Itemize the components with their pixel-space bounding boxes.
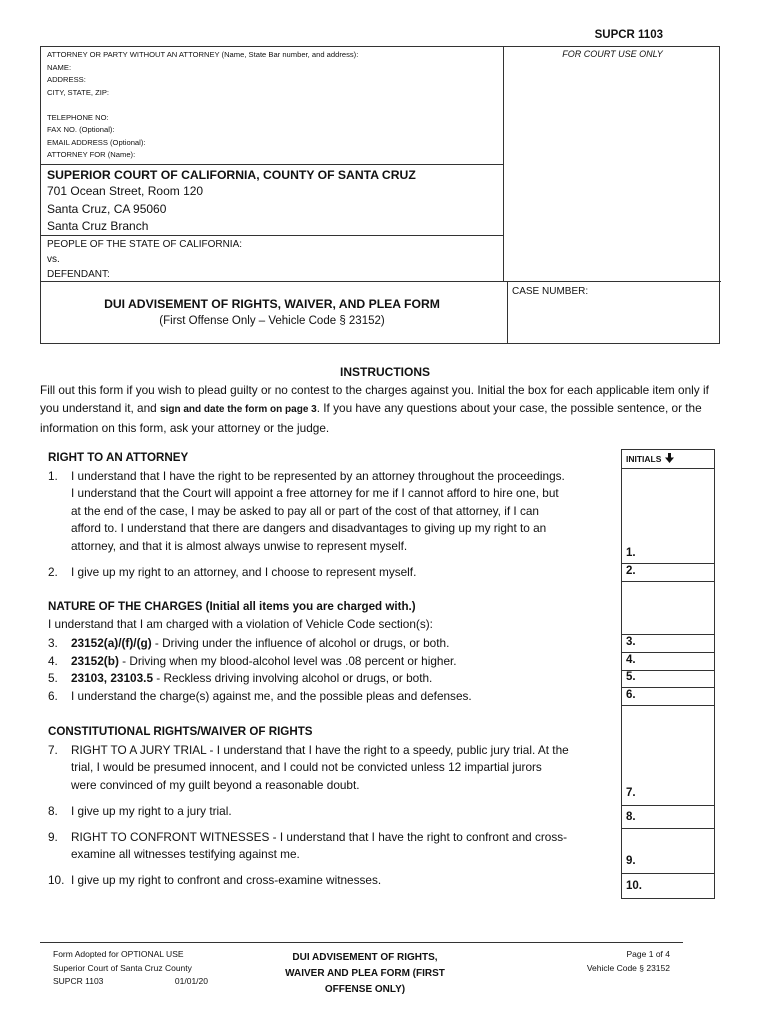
people-label: PEOPLE OF THE STATE OF CALIFORNIA: — [47, 239, 243, 250]
attorney-block — [47, 49, 497, 162]
instructions-part: Fill out this form if you wish to plead guilty or no contest to the charges against you. Initial the box for each applicable item only if you understand it, and — [40, 383, 709, 415]
page-number: Page 1 of 4 — [626, 949, 670, 959]
footer-title-line: OFFENSE ONLY) — [324, 984, 406, 995]
initials-box-4[interactable]: 4. — [626, 654, 636, 666]
name-field[interactable]: NAME: — [47, 62, 72, 72]
item-number: 4. — [48, 654, 58, 668]
initials-box-9[interactable]: 9. — [626, 855, 636, 867]
instructions-heading: INSTRUCTIONS — [340, 365, 430, 379]
initials-box-6[interactable]: 6. — [626, 689, 636, 701]
item-line: - Driving under the influence of alcohol or drugs, or both. — [151, 636, 450, 650]
code-section: 23152(a)/(f)/(g) — [71, 636, 152, 650]
footer-left — [53, 948, 208, 989]
form-id: SUPCR 1103 — [594, 29, 663, 41]
court-address-line: Santa Cruz, CA 95060 — [47, 201, 167, 216]
instructions-bold: sign and date the form on page 3 — [160, 404, 317, 415]
initials-box-10[interactable]: 10. — [626, 880, 642, 892]
item-line: RIGHT TO A JURY TRIAL - I understand that I have the right to a speedy, public jury trial. At the — [71, 743, 569, 757]
city-field[interactable]: CITY, STATE, ZIP: — [47, 87, 110, 97]
footer-title — [275, 950, 455, 998]
footer-line: Form Adopted for OPTIONAL USE — [53, 949, 184, 959]
item-number: 9. — [48, 830, 58, 844]
initials-header — [626, 453, 674, 464]
item-line: trial, I would be presumed innocent, and I could not be convicted unless 12 impartial jurors — [71, 760, 542, 775]
item-number: 5. — [48, 671, 58, 685]
section-charges: NATURE OF THE CHARGES (Initial all items you are charged with.) — [48, 600, 416, 613]
email-field[interactable]: EMAIL ADDRESS (Optional): — [47, 137, 146, 147]
item-line: I give up my right to a jury trial. — [71, 804, 232, 818]
court-use-label: FOR COURT USE ONLY — [562, 49, 663, 59]
case-number-field[interactable]: CASE NUMBER: — [512, 286, 589, 297]
code-section: 23103, 23103.5 — [71, 671, 154, 685]
fax-field[interactable]: FAX NO. (Optional): — [47, 125, 115, 134]
item-line: attorney, and that it is almost always unwise to represent myself. — [71, 538, 408, 553]
court-title: SUPERIOR COURT OF CALIFORNIA, COUNTY OF SANTA CRUZ — [47, 168, 416, 182]
arrow-down-icon — [665, 453, 674, 463]
item-line: - Driving when my blood-alcohol level was .08 percent or higher. — [118, 654, 457, 668]
item-line: I give up my right to an attorney, and I choose to represent myself. — [71, 565, 417, 579]
initials-box-2[interactable]: 2. — [626, 565, 636, 577]
footer-code: Vehicle Code § 23152 — [586, 962, 670, 973]
instructions-text — [40, 381, 730, 437]
section-constitutional: CONSTITUTIONAL RIGHTS/WAIVER OF RIGHTS — [48, 725, 313, 738]
item-number: 8. — [48, 804, 58, 818]
item-line: RIGHT TO CONFRONT WITNESSES - I understand that I have the right to confront and cross- — [71, 830, 568, 844]
item-number: 10. — [48, 873, 65, 887]
court-address — [47, 183, 503, 236]
item-number: 7. — [48, 743, 58, 757]
footer-line: SUPCR 1103 — [53, 976, 104, 987]
item-number: 1. — [48, 469, 58, 483]
item-line: afford to. I understand that there are dangers and disadvantages to giving up my right to an — [71, 521, 547, 536]
form-subtitle: (First Offense Only – Vehicle Code § 23152) — [159, 315, 385, 327]
item-line: I understand that I have the right to be represented by an attorney throughout the proceedings. — [71, 469, 565, 483]
defendant-field[interactable]: DEFENDANT: — [47, 269, 110, 281]
item-line: at the end of the case, I may be asked to pay all or part of the cost of that attorney, if I can — [71, 503, 539, 518]
initials-box-5[interactable]: 5. — [626, 671, 636, 683]
section-attorney: RIGHT TO AN ATTORNEY — [48, 451, 189, 464]
footer-title-line: DUI ADVISEMENT OF RIGHTS, — [292, 952, 438, 963]
attorney-label: ATTORNEY OR PARTY WITHOUT AN ATTORNEY (Name, State Bar number, and address): — [47, 50, 359, 59]
item-line: - Reckless driving involving alcohol or drugs, or both. — [153, 671, 433, 685]
footer-line: Superior Court of Santa Cruz County — [53, 962, 192, 973]
vs-label: vs. — [47, 254, 60, 266]
footer-right — [555, 948, 670, 975]
item-line: I understand that the Court will appoint a free attorney for me if I cannot afford to hire one, but — [71, 486, 559, 501]
form-title: DUI ADVISEMENT OF RIGHTS, WAIVER, AND PLEA FORM — [104, 297, 440, 311]
initials-column — [621, 449, 715, 899]
initials-box-7[interactable]: 7. — [626, 787, 636, 799]
footer-title-line: WAIVER AND PLEA FORM (FIRST — [285, 968, 445, 979]
court-address-line: Santa Cruz Branch — [47, 219, 149, 234]
telephone-field[interactable]: TELEPHONE NO: — [47, 112, 109, 122]
caption-box — [40, 46, 720, 344]
initials-box-8[interactable]: 8. — [626, 811, 636, 823]
item-line: were convinced of my guilt beyond a reasonable doubt. — [71, 777, 360, 792]
instructions-part: . If you have any questions about your case, the possible sentence, or the information on this form, ask your attorney or the judge. — [40, 401, 702, 435]
footer-rule — [40, 942, 683, 943]
parties — [47, 237, 503, 283]
code-section: 23152(b) — [71, 654, 119, 668]
item-number: 3. — [48, 636, 58, 650]
court-address-line: 701 Ocean Street, Room 120 — [47, 184, 204, 198]
initials-label: INITIALS — [626, 454, 662, 464]
item-line: I give up my right to confront and cross-examine witnesses. — [71, 873, 382, 887]
footer-date: 01/01/20 — [174, 976, 208, 987]
item-number: 2. — [48, 565, 58, 579]
attorney-for-field[interactable]: ATTORNEY FOR (Name): — [47, 150, 136, 159]
item-line: I understand the charge(s) against me, and the possible pleas and defenses. — [71, 689, 472, 703]
initials-box-3[interactable]: 3. — [626, 636, 636, 648]
item-line: examine all witnesses testifying against me. — [71, 847, 300, 862]
address-field[interactable]: ADDRESS: — [47, 75, 86, 84]
initials-box-1[interactable]: 1. — [626, 547, 636, 559]
item-number: 6. — [48, 689, 58, 703]
charges-intro: I understand that I am charged with a violation of Vehicle Code section(s): — [48, 617, 433, 631]
